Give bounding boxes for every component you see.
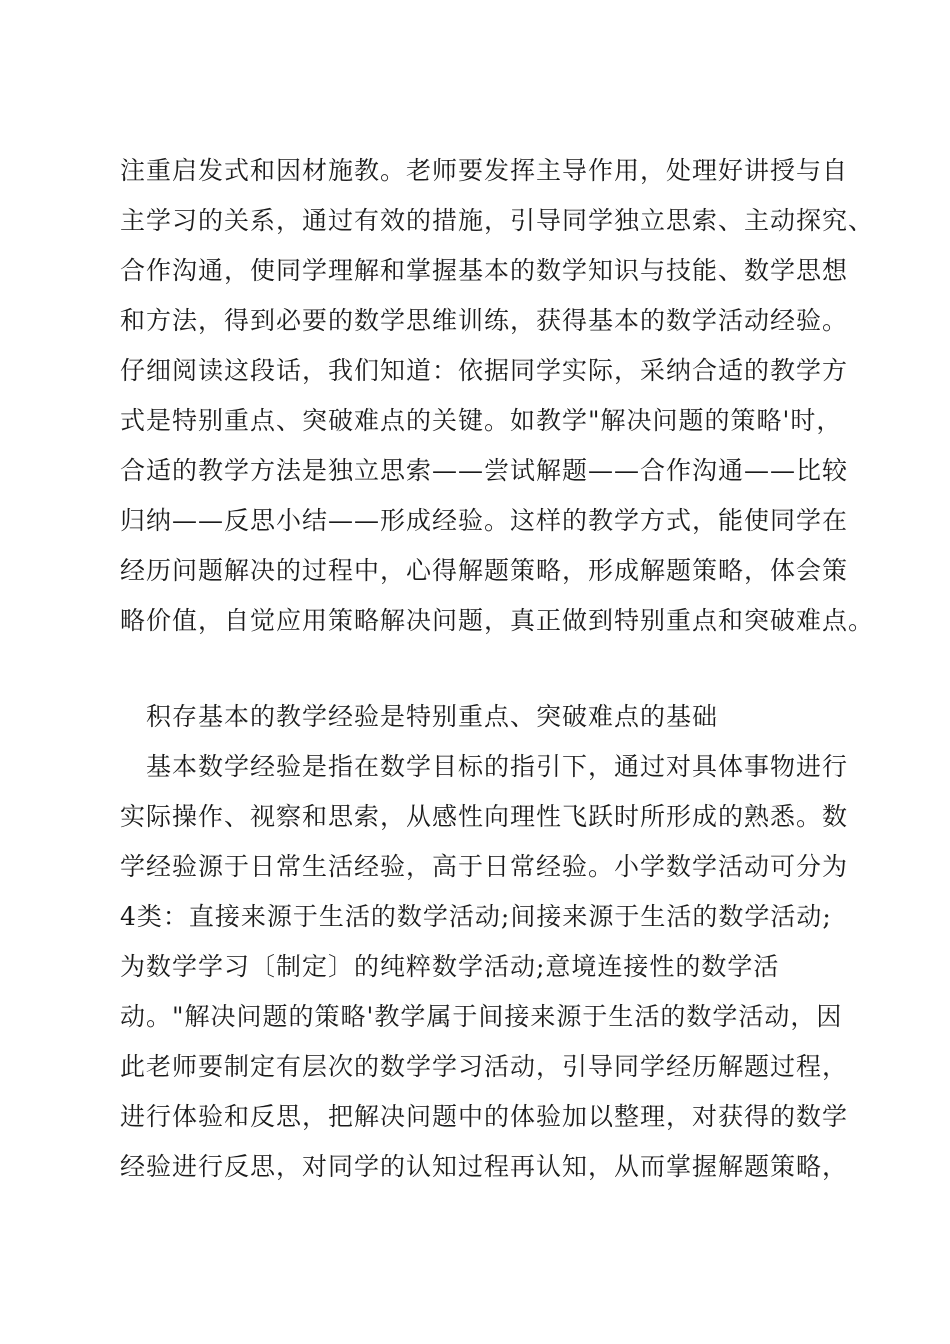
- paragraph-teaching-methods: [120, 146, 875, 646]
- text-line: 合适的教学方法是独立思索——尝试解题——合作沟通——比较: [120, 456, 849, 485]
- text-line: 和方法，得到必要的数学思维训练，获得基本的数学活动经验。: [120, 306, 849, 335]
- paragraph-math-experience: [120, 692, 860, 1192]
- text-line: 实际操作、视察和思索，从感性向理性飞跃时所形成的熟悉。数: [120, 802, 849, 831]
- text-line: 合作沟通，使同学理解和掌握基本的数学知识与技能、数学思想: [120, 256, 849, 285]
- text-line: 此老师要制定有层次的数学学习活动，引导同学经历解题过程，: [120, 1052, 849, 1081]
- text-line: 主学习的关系，通过有效的措施，引导同学独立思索、主动探究、: [120, 206, 875, 235]
- text-line: 略价值，自觉应用策略解决问题，真正做到特别重点和突破难点。: [120, 606, 875, 635]
- text-line: 为数学学习〔制定〕的纯粹数学活动;意境连接性的数学活: [120, 952, 780, 981]
- text-line: 进行体验和反思，把解决问题中的体验加以整理，对获得的数学: [120, 1102, 849, 1131]
- section-heading: 积存基本的教学经验是特别重点、突破难点的基础: [120, 702, 719, 731]
- text-line: 仔细阅读这段话，我们知道：依据同学实际，采纳合适的教学方: [120, 356, 849, 385]
- text-line: 学经验源于日常生活经验，高于日常经验。小学数学活动可分为: [120, 852, 849, 881]
- text-line: 经历问题解决的过程中，心得解题策略，形成解题策略，体会策: [120, 556, 849, 585]
- text-line: 基本数学经验是指在数学目标的指引下，通过对具体事物进行: [120, 752, 849, 781]
- text-line: 式是特别重点、突破难点的关键。如教学"解决问题的策略'时，: [120, 406, 843, 435]
- text-line: 归纳——反思小结——形成经验。这样的教学方式，能使同学在: [120, 506, 849, 535]
- text-line: 4类：直接来源于生活的数学活动;间接来源于生活的数学活动;: [120, 902, 832, 931]
- text-line: 经验进行反思，对同学的认知过程再认知，从而掌握解题策略，: [120, 1152, 849, 1181]
- text-line: 动。"解决问题的策略'教学属于间接来源于生活的数学活动，因: [120, 1002, 843, 1031]
- text-line: 注重启发式和因材施教。老师要发挥主导作用，处理好讲授与自: [120, 156, 849, 185]
